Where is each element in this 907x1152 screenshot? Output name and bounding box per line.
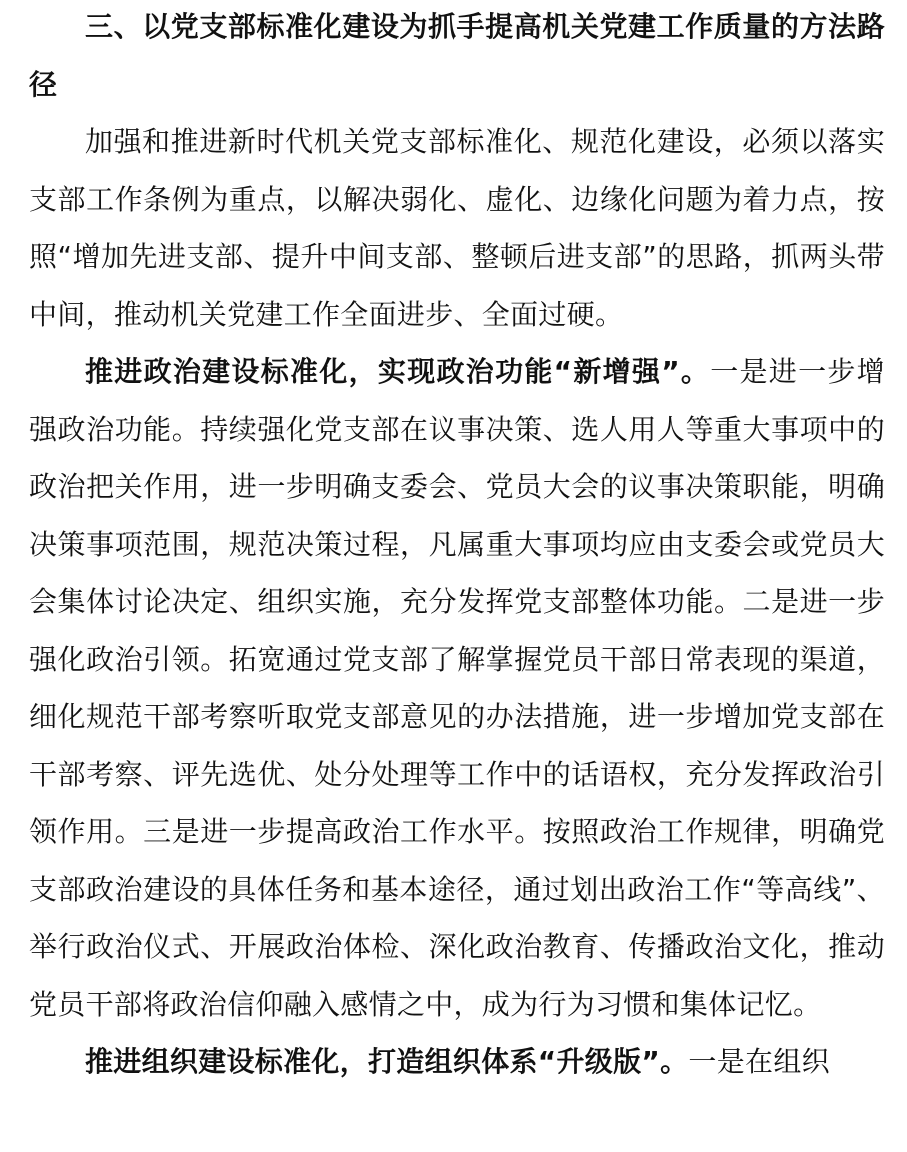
document-page [29,0,885,1091]
paragraph-2 [29,343,885,1033]
paragraph-3 [29,1033,885,1091]
section-heading: 三、以党支部标准化建设为抓手提高机关党建工作质量的方法路径 [29,10,885,101]
paragraph-text: 一是进一步增强政治功能。持续强化党支部在议事决策、选人用人等重大事项中的政治把关作用，进一步明确支委会、党员大会的议事决策职能，明确决策事项范围，规范决策过程，凡属重大事项均应由支委会或党员大会集体讨论决定、组织实施，充分发挥党支部整体功能。二是进一步强化政治引领。拓宽通过党支部了解掌握党员干部日常表现的渠道，细化规范干部考察听取党支部意见的办法措施，进一步增加党支部在干部考察、评先选优、处分处理等工作中的话语权，充分发挥政治引领作用。三是进一步提高政治工作水平。按照政治工作规律，明确党支部政治建设的具体任务和基本途径，通过划出政治工作“等高线”、举行政治仪式、开展政治体检、深化政治教育、传播政治文化，推动党员干部将政治信仰融入感情之中，成为行为习惯和集体记忆。 [29,355,885,1021]
paragraph-lead: 推进政治建设标准化，实现政治功能“新增强”。 [85,355,711,388]
paragraph-text: 一是在组织 [688,1045,830,1078]
paragraph-lead: 推进组织建设标准化，打造组织体系“升级版”。 [85,1045,689,1078]
paragraph-text: 加强和推进新时代机关党支部标准化、规范化建设，必须以落实支部工作条例为重点，以解决弱化、虚化、边缘化问题为着力点，按照“增加先进支部、提升中间支部、整顿后进支部”的思路，抓两头带中间，推动机关党建工作全面进步、全面过硬。 [29,125,885,331]
paragraph-1 [29,113,885,343]
